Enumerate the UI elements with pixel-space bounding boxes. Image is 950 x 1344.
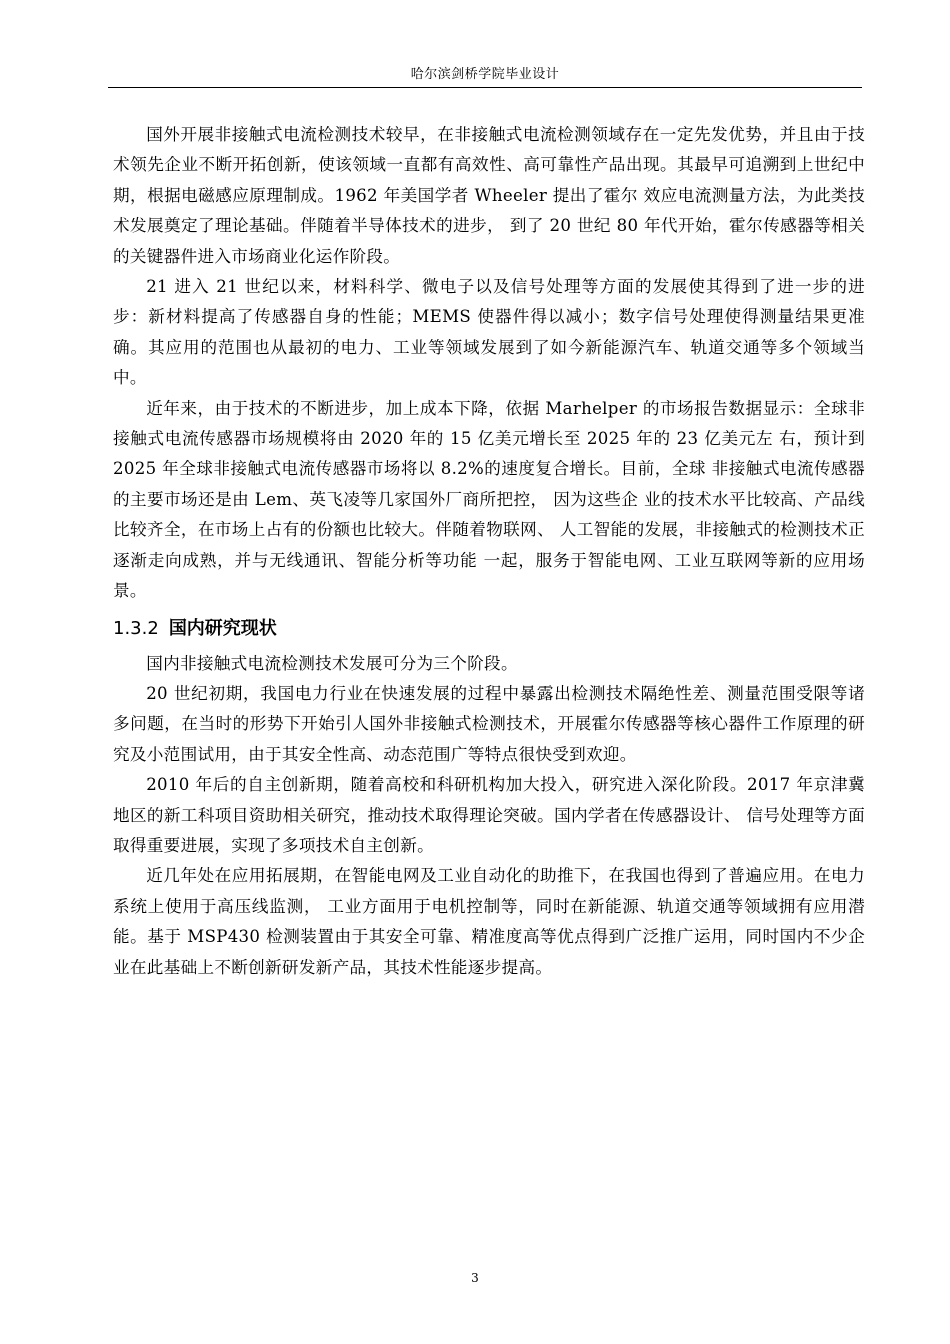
- paragraph-domestic-application: 近几年处在应用拓展期，在智能电网及工业自动化的助推下，在我国也得到了普遍应用。在电力系统上使用于高压线监测， 工业方面用于电机控制等，同时在新能源、轨道交通等领域拥有应用潜能。基于 MSP430 检测装置由于其安全可靠、精准度高等优点得到广泛推广运用，同时国内不少企业在此基础上不断创新研发新产品，其技术性能逐步提高。: [113, 866, 865, 977]
- section-heading: [113, 613, 865, 645]
- section-title: 国内研究现状: [168, 617, 277, 639]
- paragraph-foreign-market: 近年来，由于技术的不断进步，加上成本下降，依据 Marhelper 的市场报告数据显示：全球非接触式电流传感器市场规模将由 2020 年的 15 亿美元增长至 2025 年的 23 亿美元左 右，预计到 2025 年全球非接触式电流传感器市场将以 8.2%的速度复合增长。目前，全球 非接触式电流传感器的主要市场还是由 Lem、英飞凌等几家国外厂商所把控， 因为这些企 业的技术水平比较高、产品线比较齐全，在市场上占有的份额也比较大。伴随着物联网、 人工智能的发展，非接触式的检测技术正逐渐走向成熟，并与无线通讯、智能分析等功能 一起，服务于智能电网、工业互联网等新的应用场景。: [113, 398, 865, 601]
- paragraph-domestic-early: 20 世纪初期，我国电力行业在快速发展的过程中暴露出检测技术隔绝性差、测量范围受限等诸多问题，在当时的形势下开始引人国外非接触式检测技术，开展霍尔传感器等核心器件工作原理的研究及小范围试用，由于其安全性高、动态范围广等特点很快受到欢迎。: [113, 683, 865, 764]
- paragraph-domestic-overview: 国内非接触式电流检测技术发展可分为三个阶段。: [146, 653, 518, 673]
- document-body: [113, 120, 865, 983]
- paragraph-foreign-21st-century: 21 进入 21 世纪以来，材料科学、微电子以及信号处理等方面的发展使其得到了进一步的进步：新材料提高了传感器自身的性能；MEMS 使器件得以减小；数字信号处理使得测量结果更准确。其应用的范围也从最初的电力、工业等领域发展到了如今新能源汽车、轨道交通等多个领域当中。: [113, 277, 865, 388]
- paragraph-foreign-history: 国外开展非接触式电流检测技术较早，在非接触式电流检测领域存在一定先发优势，并且由于技术领先企业不断开拓创新，使该领域一直都有高效性、高可靠性产品出现。其最早可追溯到上世纪中期，根据电磁感应原理制成。1962 年美国学者 Wheeler 提出了霍尔 效应电流测量方法，为此类技术发展奠定了理论基础。伴随着半导体技术的进步， 到了 20 世纪 80 年代开始，霍尔传感器等相关的关键器件进入市场商业化运作阶段。: [113, 125, 865, 266]
- page-header: 哈尔滨剑桥学院毕业设计: [410, 67, 560, 82]
- page-number: 3: [471, 1271, 479, 1285]
- section-number: 1.3.2: [113, 617, 159, 639]
- header-rule: [108, 87, 862, 88]
- paragraph-domestic-innovation: 2010 年后的自主创新期，随着高校和科研机构加大投入，研究进入深化阶段。2017 年京津冀地区的新工科项目资助相关研究，推动技术取得理论突破。国内学者在传感器设计、 信号处理等方面取得重要进展，实现了多项技术自主创新。: [113, 775, 865, 855]
